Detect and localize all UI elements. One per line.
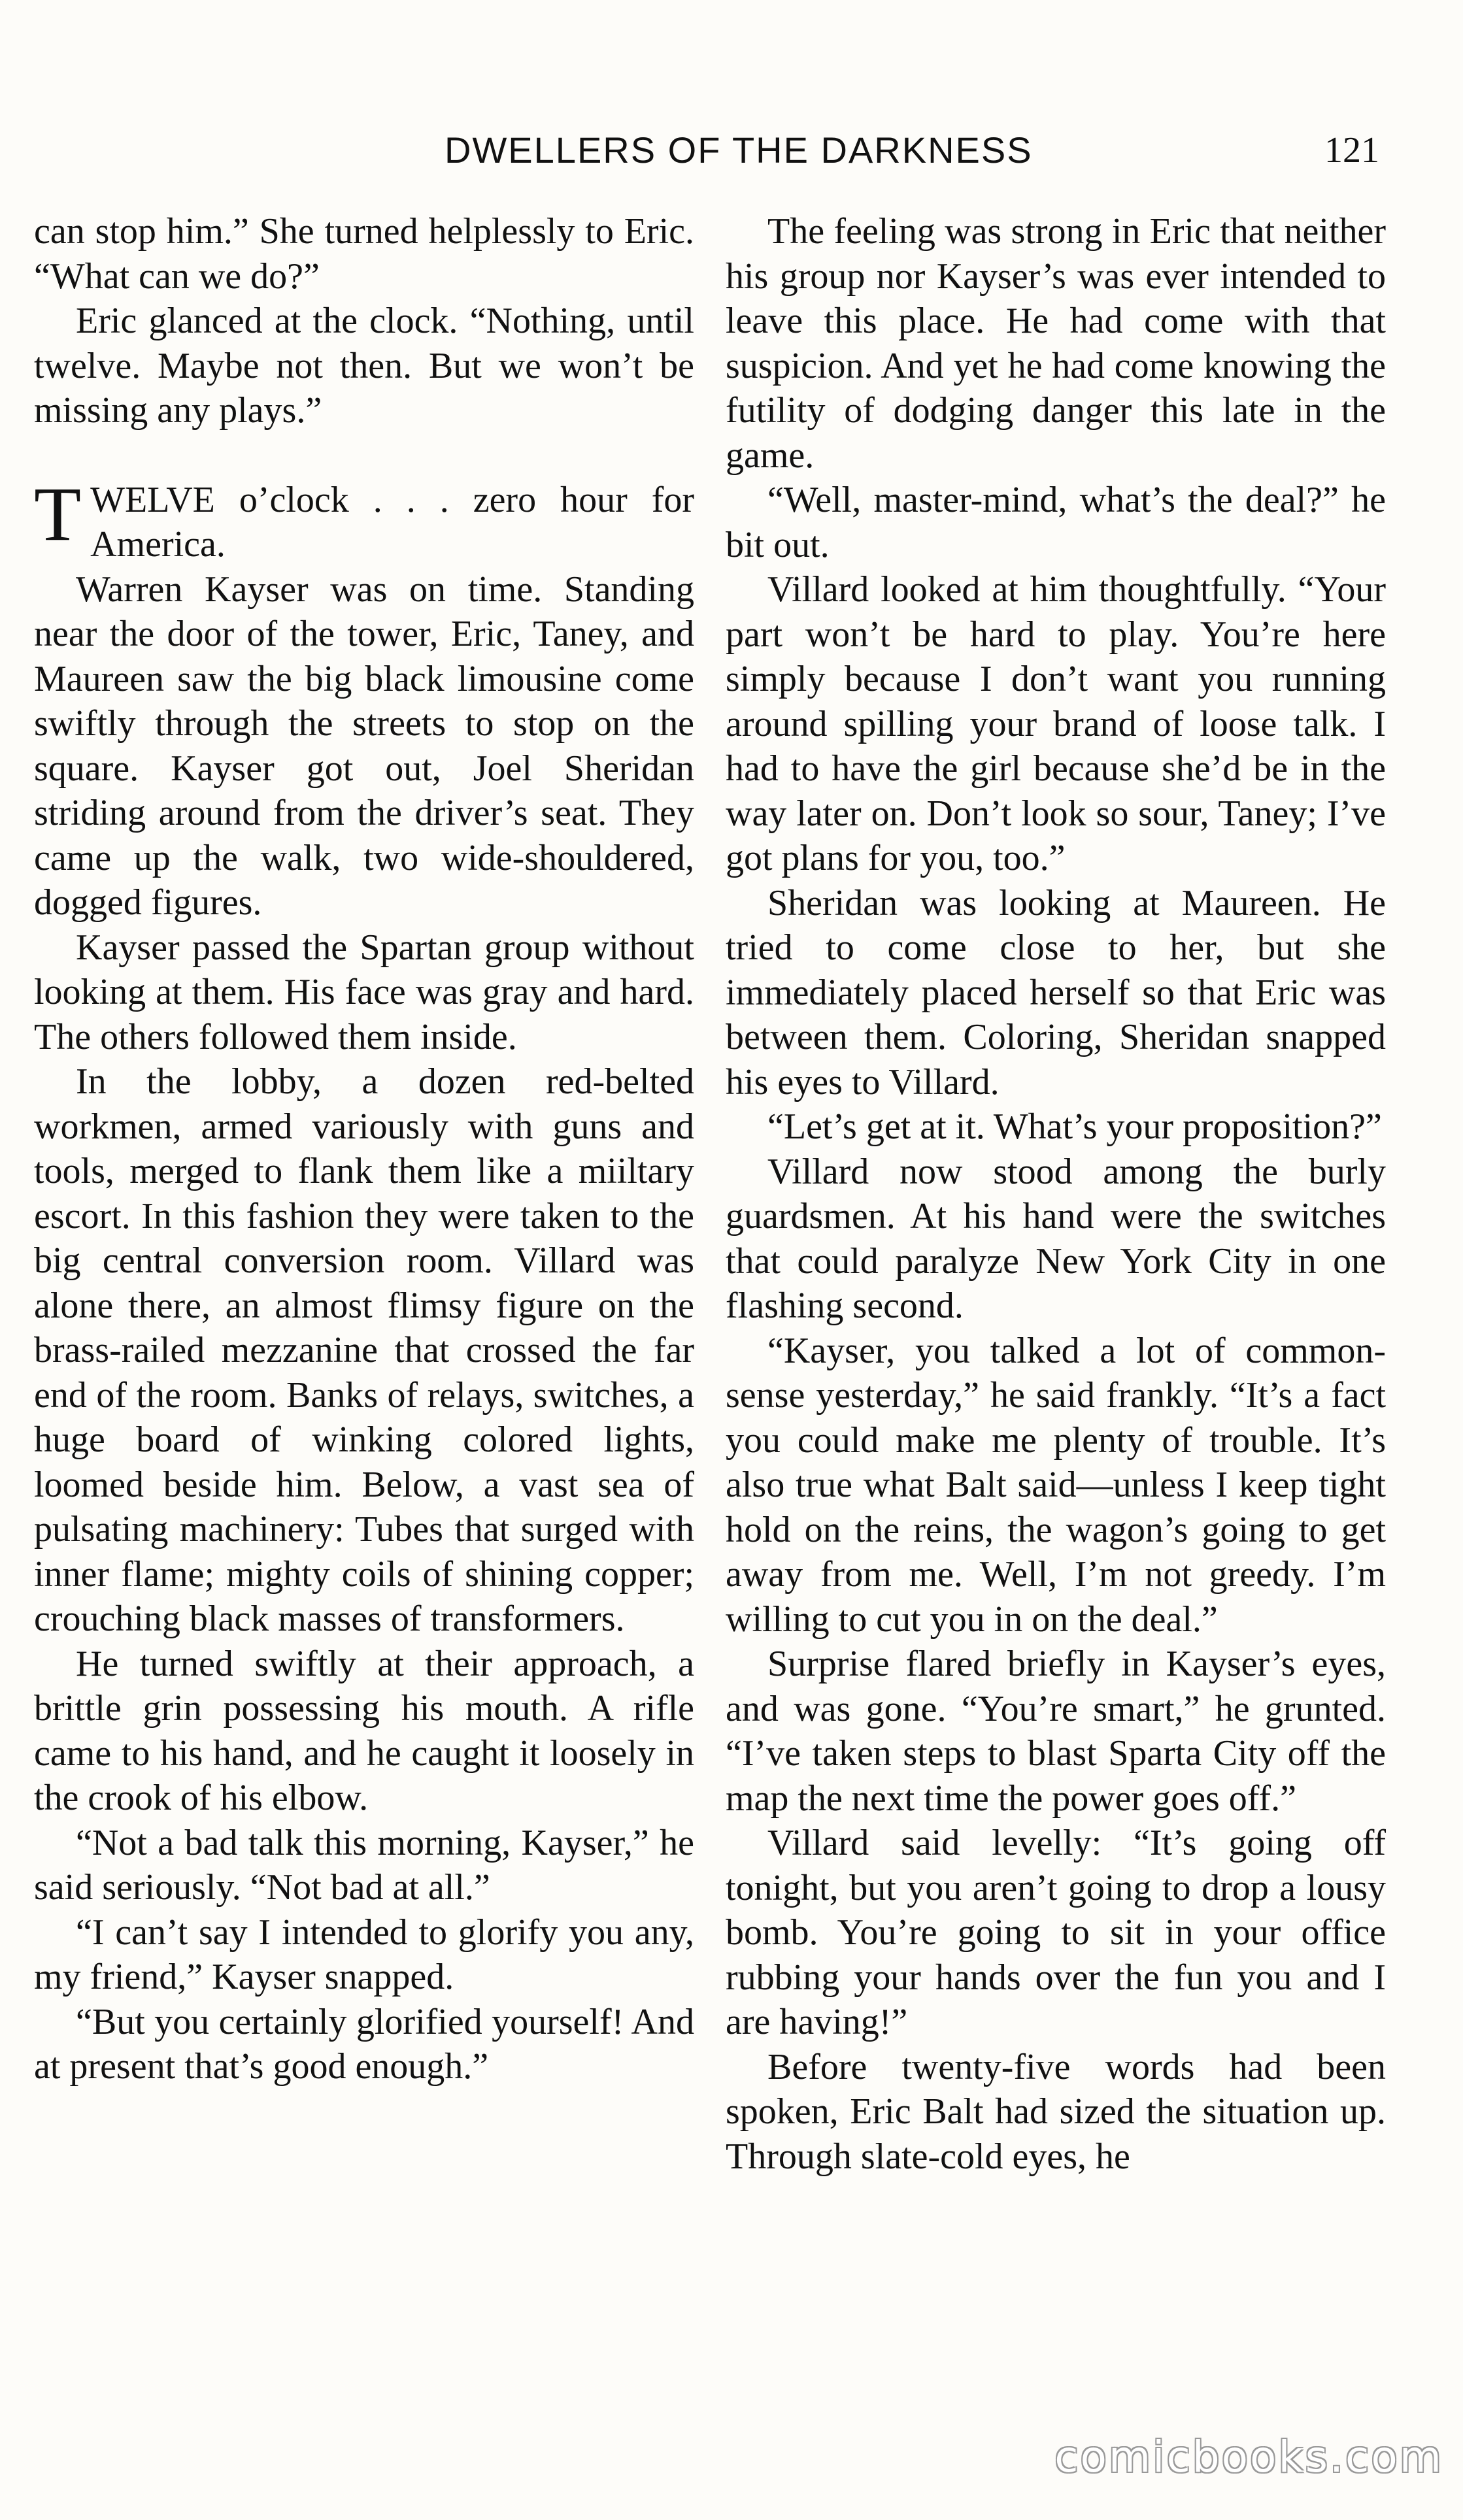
left-column: [34, 209, 694, 2089]
watermark: comicbooks.com: [1054, 2432, 1443, 2482]
running-title: DWELLERS OF THE DARKNESS: [445, 129, 1033, 171]
section-opening-paragraph: [34, 471, 694, 567]
page-header: [39, 124, 1379, 176]
paragraph: “Let’s get at it. What’s your proposition?”: [767, 1106, 1382, 1147]
paragraph: “But you certainly glorified yourself! And at present that’s good enough.”: [34, 2001, 694, 2087]
paragraph: Sheridan was looking at Maureen. He tried to come close to her, but she immediately placed herself so that Eric was between them. Coloring, Sheridan snapped his eyes to Villard.: [726, 882, 1386, 1102]
paragraph: Before twenty-five words had been spoken, Eric Balt had sized the situation up. Through slate-cold eyes, he: [726, 2046, 1386, 2177]
right-column: [726, 209, 1386, 2179]
paragraph: “I can’t say I intended to glorify you any, my friend,” Kayser snapped.: [34, 1912, 694, 1997]
paragraph: Villard looked at him thoughtfully. “Your part won’t be hard to play. You’re here simply because I don’t want you running around spilling your brand of loose talk. I had to have the girl because she’d be in the way later on. Don’t look so sour, Taney; I’ve got plans for you, too.”: [726, 569, 1386, 878]
paragraph: “Not a bad talk this morning, Kayser,” he said seriously. “Not bad at all.”: [34, 1822, 694, 1908]
paragraph: can stop him.” She turned helplessly to Eric. “What can we do?”: [34, 211, 694, 297]
paragraph: “Well, master-mind, what’s the deal?” he bit out.: [726, 480, 1386, 565]
paragraph: He turned swiftly at their approach, a brittle grin possessing his mouth. A rifle came to his hand, and he caught it loosely in the crook of his elbow.: [34, 1643, 694, 1818]
drop-cap: T: [34, 471, 82, 557]
paragraph: Villard now stood among the burly guardsmen. At his hand were the switches that could paralyze New York City in one flashing second.: [726, 1151, 1386, 1326]
section-opening-text: WELVE o’clock . . . zero hour for America.: [90, 479, 694, 565]
paragraph: Villard said levelly: “It’s going off tonight, but you aren’t going to drop a lousy bomb. You’re going to sit in your office rubbing your hands over the fun you and I are having!”: [726, 1823, 1386, 2042]
paragraph: “Kayser, you talked a lot of common-sense yesterday,” he said frankly. “It’s a fact you could make me plenty of trouble. It’s also true what Balt said—unless I keep tight hold on the reins, the wagon’s going to get away from me. Well, I’m not greedy. I’m willing to cut you in on the deal.”: [726, 1330, 1386, 1640]
paragraph: The feeling was strong in Eric that neither his group nor Kayser’s was ever intended to leave this place. He had come with that suspicion. And yet he had come knowing the futility of dodging danger this late in the game.: [726, 211, 1386, 476]
paragraph: Eric glanced at the clock. “Nothing, until twelve. Maybe not then. But we won’t be missing any plays.”: [34, 301, 694, 431]
page-number: 121: [1324, 130, 1379, 171]
paragraph: Warren Kayser was on time. Standing near the door of the tower, Eric, Taney, and Maureen saw the big black limousine come swiftly through the streets to stop on the square. Kayser got out, Joel Sheridan striding around from the driver’s seat. They came up the walk, two wide-shouldered, dogged figures.: [34, 569, 694, 923]
paragraph: Kayser passed the Spartan group without looking at them. His face was gray and hard. The others followed them inside.: [34, 927, 694, 1057]
paragraph: In the lobby, a dozen red-belted workmen, armed variously with guns and tools, merged to flank them like a miiltary escort. In this fashion they were taken to the big central conversion room. Villard was alone there, an almost flimsy figure on the brass-railed mezzanine that crossed the far end of the room. Banks of relays, switches, a huge board of winking colored lights, loomed beside him. Below, a vast sea of pulsating machinery: Tubes that surged with inner flame; mighty coils of shining copper; crouching black masses of transformers.: [34, 1061, 694, 1639]
paragraph: Surprise flared briefly in Kayser’s eyes, and was gone. “You’re smart,” he grunted. “I’ve taken steps to blast Sparta City off the map the next time the power goes off.”: [726, 1644, 1386, 1819]
